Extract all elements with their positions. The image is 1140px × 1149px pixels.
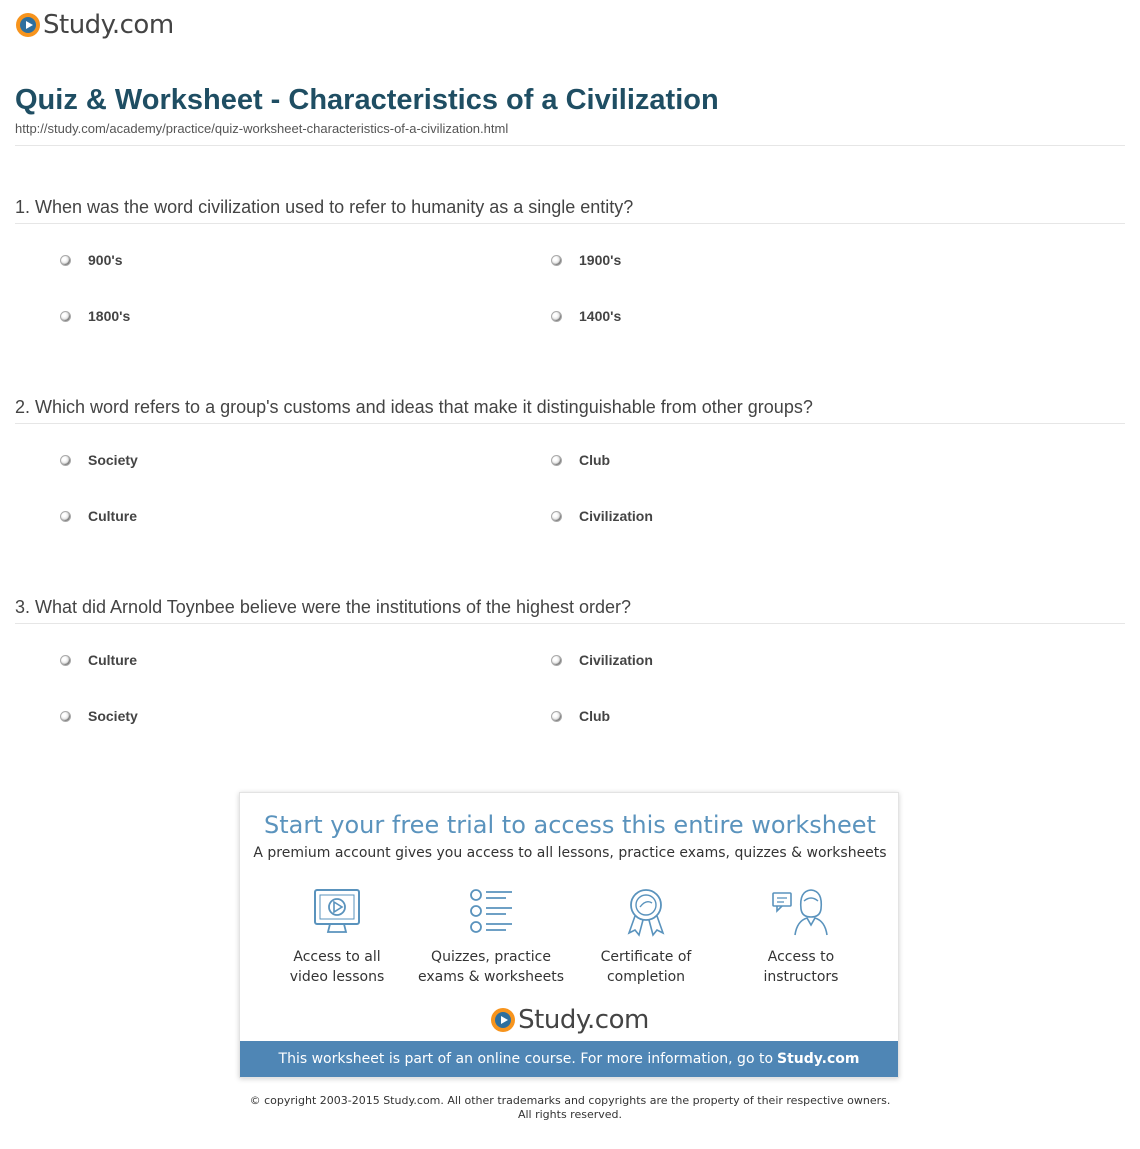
radio-button[interactable] xyxy=(551,711,562,722)
radio-button[interactable] xyxy=(551,511,562,522)
certificate-icon xyxy=(621,887,671,937)
feature-certificate xyxy=(571,887,721,987)
answer-option[interactable] xyxy=(60,708,138,724)
radio-button[interactable] xyxy=(551,255,562,266)
radio-button[interactable] xyxy=(60,655,71,666)
answer-option[interactable] xyxy=(551,308,621,324)
answer-option[interactable] xyxy=(60,308,130,324)
answer-option[interactable] xyxy=(551,452,610,468)
page-title: Quiz & Worksheet - Characteristics of a Civilization xyxy=(15,84,719,116)
answer-label: Civilization xyxy=(579,652,653,668)
video-lesson-icon xyxy=(312,887,362,937)
promo-bar-text: This worksheet is part of an online course. For more information, go to xyxy=(278,1051,774,1067)
radio-button[interactable] xyxy=(551,311,562,322)
logo-text: Study.com xyxy=(43,10,174,40)
checklist-icon xyxy=(466,887,516,937)
radio-button[interactable] xyxy=(60,455,71,466)
answer-label: Civilization xyxy=(579,508,653,524)
radio-button[interactable] xyxy=(60,255,71,266)
play-icon xyxy=(491,1008,515,1032)
answer-label: Club xyxy=(579,452,611,468)
instructor-icon xyxy=(771,887,831,937)
study-com-link[interactable]: Study.com xyxy=(777,1051,860,1067)
feature-quizzes xyxy=(416,887,566,987)
radio-button[interactable] xyxy=(60,711,71,722)
feature-label: exams & worksheets xyxy=(417,969,565,985)
rights-line: All rights reserved. xyxy=(517,1108,623,1121)
promo-info-bar xyxy=(240,1041,898,1077)
answer-option[interactable] xyxy=(60,508,137,524)
promo-study-com-logo[interactable] xyxy=(240,1005,900,1035)
feature-label: Certificate of xyxy=(600,949,692,965)
answer-label: 1800's xyxy=(88,308,131,324)
answer-label: 900's xyxy=(88,252,123,268)
answer-label: 1900's xyxy=(579,252,622,268)
answer-option[interactable] xyxy=(551,508,653,524)
feature-label: Access to all xyxy=(293,949,381,965)
radio-button[interactable] xyxy=(60,311,71,322)
answer-label: 1400's xyxy=(579,308,622,324)
study-com-logo[interactable] xyxy=(16,10,174,40)
play-icon xyxy=(16,13,40,37)
answer-option[interactable] xyxy=(551,252,621,268)
answer-option[interactable] xyxy=(551,652,653,668)
copyright-footer xyxy=(0,1094,1140,1122)
feature-instructors xyxy=(726,887,876,987)
radio-button[interactable] xyxy=(551,655,562,666)
page-url: http://study.com/academy/practice/quiz-worksheet-characteristics-of-a-civilization.html xyxy=(15,121,509,136)
divider xyxy=(15,145,1125,146)
radio-button[interactable] xyxy=(551,455,562,466)
divider xyxy=(15,423,1125,424)
question-1: 1. When was the word civilization used to refer to humanity as a single entity? xyxy=(15,197,634,217)
feature-label: video lessons xyxy=(289,969,385,985)
promo-heading[interactable]: Start your free trial to access this entire worksheet xyxy=(264,811,876,839)
question-3: 3. What did Arnold Toynbee believe were the institutions of the highest order? xyxy=(15,597,632,617)
answer-option[interactable] xyxy=(60,252,122,268)
answer-label: Culture xyxy=(88,508,137,524)
radio-button[interactable] xyxy=(60,511,71,522)
answer-option[interactable] xyxy=(551,708,610,724)
answer-option[interactable] xyxy=(60,452,138,468)
free-trial-promo xyxy=(239,792,899,1078)
answer-label: Culture xyxy=(88,652,137,668)
feature-video-lessons xyxy=(262,887,412,987)
answer-option[interactable] xyxy=(60,652,137,668)
answer-label: Club xyxy=(579,708,611,724)
feature-label: instructors xyxy=(763,969,839,985)
question-2: 2. Which word refers to a group's customs and ideas that make it distinguishable from other groups? xyxy=(15,397,813,417)
feature-label: Access to xyxy=(767,949,835,965)
answer-label: Society xyxy=(88,708,138,724)
feature-label: Quizzes, practice xyxy=(431,949,551,965)
copyright-line: © copyright 2003-2015 Study.com. All other trademarks and copyrights are the property of their respective owners. xyxy=(249,1094,891,1107)
feature-label: completion xyxy=(606,969,686,985)
divider xyxy=(15,223,1125,224)
logo-text: Study.com xyxy=(518,1005,649,1035)
answer-label: Society xyxy=(88,452,138,468)
divider xyxy=(15,623,1125,624)
promo-subheading: A premium account gives you access to all lessons, practice exams, quizzes & worksheets xyxy=(253,845,887,861)
